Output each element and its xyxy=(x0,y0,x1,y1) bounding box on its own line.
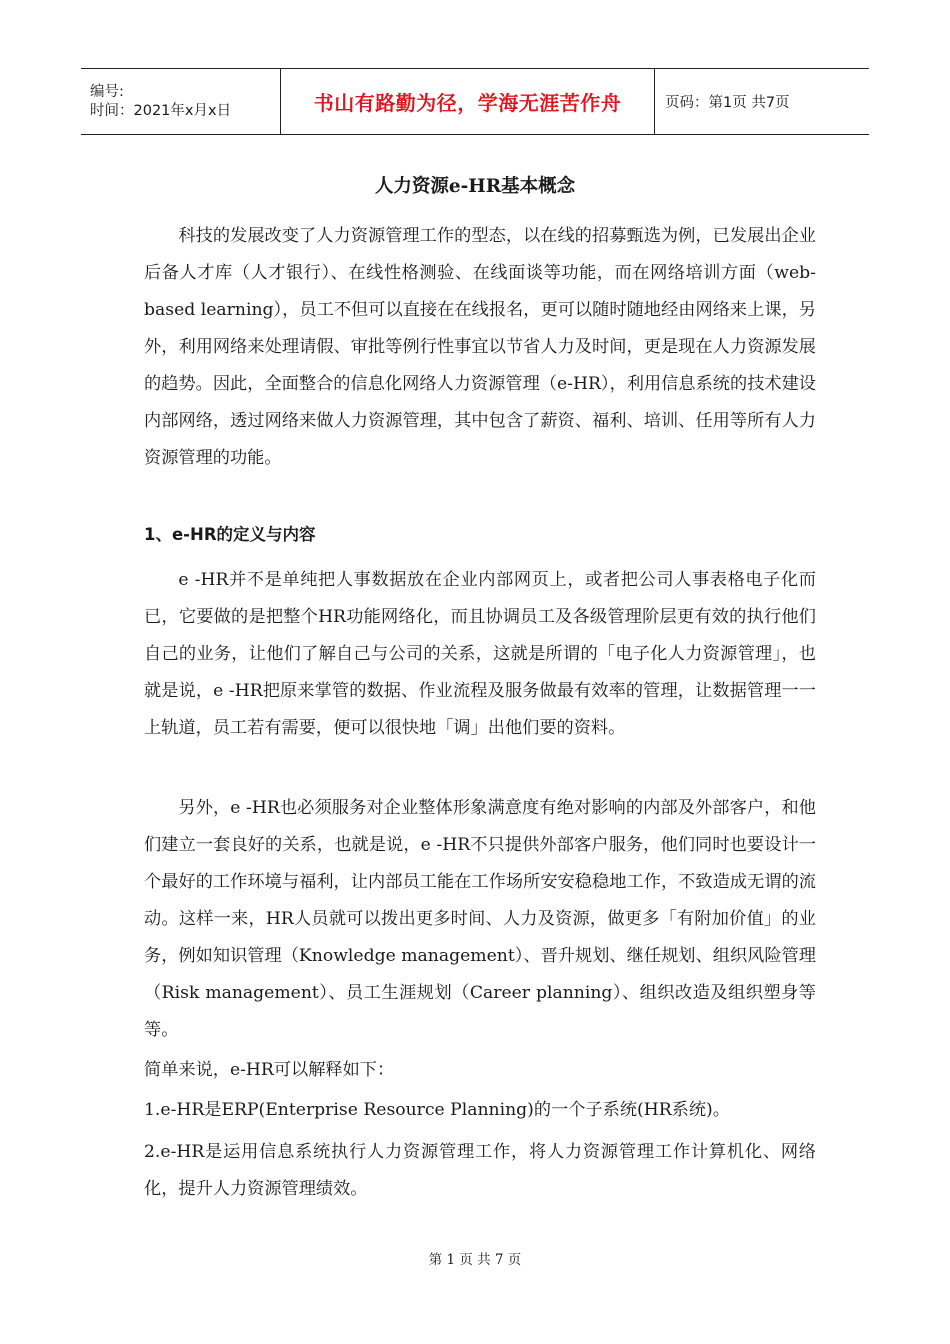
header-motto-cell xyxy=(280,69,655,134)
section-paragraph-2: 另外，e -HR也必须服务对企业整体形象满意度有绝对影响的内部及外部客户，和他们建立一套良好的关系，也就是说，e -HR不只提供外部客户服务，他们同时也要设计一个最好的工作环境与福利，让内部员工能在工作场所安安稳稳地工作，不致造成无谓的流动。这样一来，HR人员就可以拨出更多时间、人力及资源，做更多「有附加价值」的业务，例如知识管理（Knowledge management）、晋升规划、继任规划、组织风险管理（Risk management）、员工生涯规划（Career planning）、组织改造及组织塑身等等。 xyxy=(144,798,816,1040)
document-title: 人力资源e-HR基本概念 xyxy=(374,176,576,197)
header-page-cell xyxy=(655,69,869,134)
section-heading: 1、e-HR的定义与内容 xyxy=(144,525,316,544)
motto-text: 书山有路勤为径，学海无涯苦作舟 xyxy=(313,91,622,115)
date-label: 时间：2021年x月x日 xyxy=(90,102,232,119)
document-header xyxy=(81,68,869,135)
page-footer: 第 1 页 共 7 页 xyxy=(428,1252,522,1268)
summary-point-2: 2.e-HR是运用信息系统执行人力资源管理工作，将人力资源管理工作计算机化、网络化，提升人力资源管理绩效。 xyxy=(144,1142,816,1199)
summary-point-1: 1.e-HR是ERP(Enterprise Resource Planning)的一个子系统(HR系统)。 xyxy=(144,1100,730,1120)
summary-intro: 简单来说，e-HR可以解释如下： xyxy=(144,1060,395,1080)
page-count-label: 页码：第1页 共7页 xyxy=(665,95,790,111)
intro-paragraph: 科技的发展改变了人力资源管理工作的型态，以在线的招募甄选为例，已发展出企业后备人才库（人才银行）、在线性格测验、在线面谈等功能，而在网络培训方面（web-based learning），员工不但可以直接在在线报名，更可以随时随地经由网络来上课，另外，利用网络来处理请假、审批等例行性事宜以节省人力及时间，更是现在人力资源发展的趋势。因此，全面整合的信息化网络人力资源管理（e-HR），利用信息系统的技术建设内部网络，透过网络来做人力资源管理，其中包含了薪资、福利、培训、任用等所有人力资源管理的功能。 xyxy=(144,226,816,468)
serial-number-label: 编号: xyxy=(90,83,124,100)
header-info-cell xyxy=(81,69,280,134)
section-paragraph-1: e -HR并不是单纯把人事数据放在企业内部网页上，或者把公司人事表格电子化而已，它要做的是把整个HR功能网络化，而且协调员工及各级管理阶层更有效的执行他们自己的业务，让他们了解自己与公司的关系，这就是所谓的「电子化人力资源管理」，也就是说，e -HR把原来掌管的数据、作业流程及服务做最有效率的管理，让数据管理一一上轨道，员工若有需要，便可以很快地「调」出他们要的资料。 xyxy=(144,570,816,738)
